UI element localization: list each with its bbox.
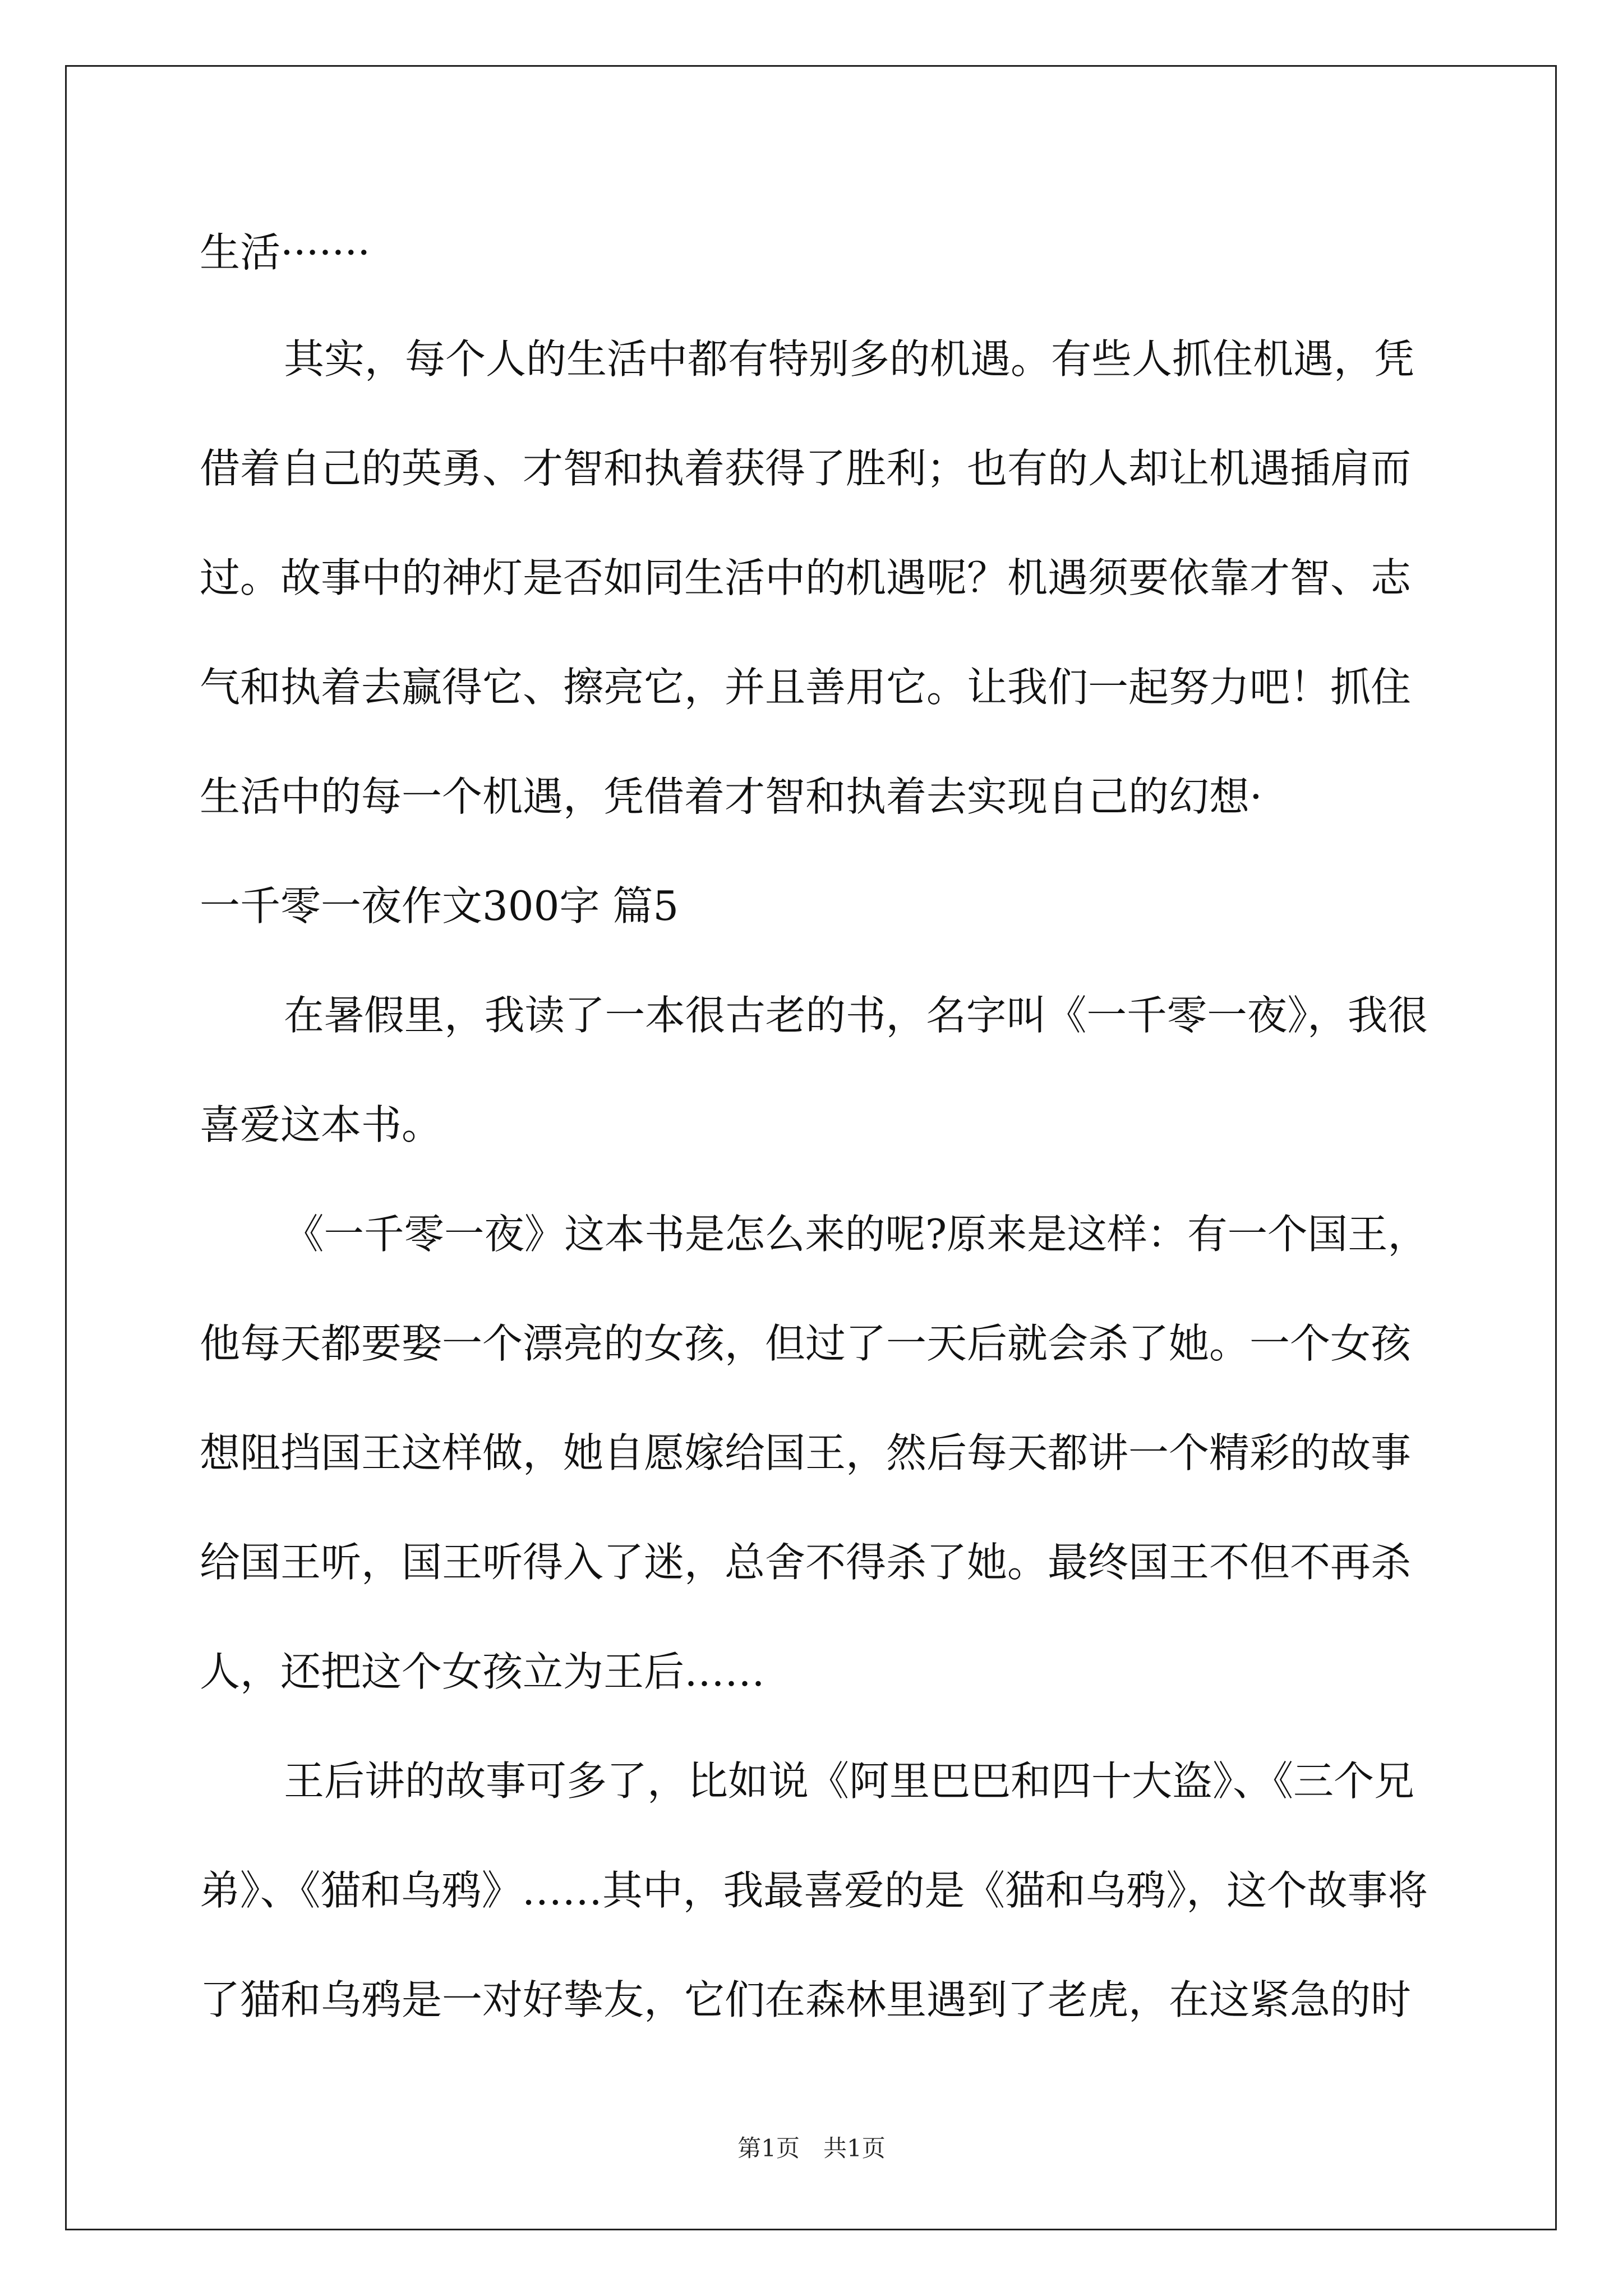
text-line: 生活······· — [200, 229, 371, 276]
paragraph-start: 《一千零一夜》这本书是怎么来的呢?原来是这样：有一个国王， — [284, 1211, 1428, 1258]
section-heading: 一千零一夜作文300字 篇5 — [200, 882, 679, 930]
text-line: 借着自己的英勇、才智和执着获得了胜利；也有的人却让机遇插肩而 — [200, 445, 1412, 492]
text-line: 人，还把这个女孩立为王后…… — [200, 1648, 766, 1695]
paragraph-start: 王后讲的故事可多了，比如说《阿里巴巴和四十大盗》、《三个兄 — [284, 1757, 1415, 1805]
text-line: 想阻挡国王这样做，她自愿嫁给国王，然后每天都讲一个精彩的故事 — [200, 1429, 1412, 1476]
text-line: 气和执着去赢得它、擦亮它，并且善用它。让我们一起努力吧！抓住 — [200, 664, 1412, 711]
text-line: 生活中的每一个机遇，凭借着才智和执着去实现自己的幻想· — [200, 773, 1262, 820]
paragraph-start: 其实，每个人的生活中都有特别多的机遇。有些人抓住机遇，凭 — [284, 335, 1415, 383]
text-line: 弟》、《猫和乌鸦》……其中，我最喜爱的是《猫和乌鸦》，这个故事将 — [200, 1867, 1428, 1914]
text-line: 过。故事中的神灯是否如同生活中的机遇呢？机遇须要依靠才智、志 — [200, 554, 1412, 601]
text-line: 给国王听，国王听得入了迷，总舍不得杀了她。最终国王不但不再杀 — [200, 1539, 1412, 1586]
page-number-footer: 第1页 共1页 — [737, 2134, 886, 2162]
text-line: 了猫和乌鸦是一对好挚友，它们在森林里遇到了老虎，在这紧急的时 — [200, 1976, 1412, 2023]
paragraph-start: 在暑假里，我读了一本很古老的书，名字叫《一千零一夜》，我很 — [284, 992, 1428, 1039]
text-line: 喜爱这本书。 — [200, 1101, 442, 1148]
text-line: 他每天都要娶一个漂亮的女孩，但过了一天后就会杀了她。一个女孩 — [200, 1320, 1412, 1367]
